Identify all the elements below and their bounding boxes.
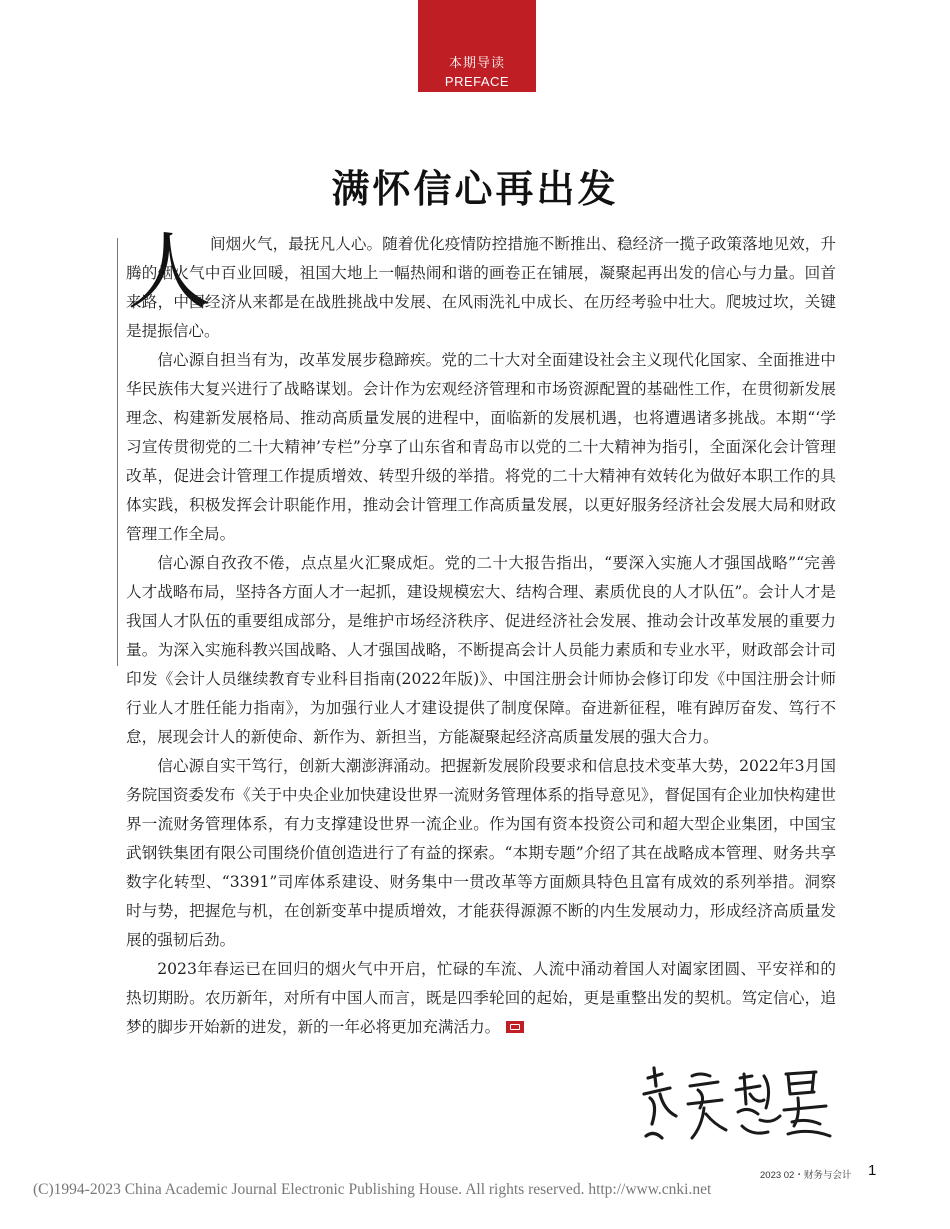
paragraph-2: 信心源自担当有为，改革发展步稳蹄疾。党的二十大对全面建设社会主义现代化国家、全面推进中华民族伟大复兴进行了战略谋划。会计作为宏观经济管理和市场资源配置的基础性工作，在贯彻新发展理念、构建新发展格局、推动高质量发展的进程中，面临新的发展机遇，也将遭遇诸多挑战。本期“‘学习宣传贯彻党的二十大精神’专栏”分享了山东省和青岛市以党的二十大精神为指引，全面深化会计管理改革，促进会计管理工作提质增效、转型升级的举措。将党的二十大精神有效转化为做好本职工作的具体实践，积极发挥会计职能作用，推动会计管理工作高质量发展，以更好服务经济社会发展大局和财政管理工作全局。 [126,351,836,543]
paragraph-4: 信心源自实干笃行，创新大潮澎湃涌动。把握新发展阶段要求和信息技术变革大势，2022年3月国务院国资委发布《关于中央企业加快建设世界一流财务管理体系的指导意见》，督促国有企业加快构建世界一流财务管理体系，有力支撑建设世界一流企业。作为国有资本投资公司和超大型企业集团，中国宝武钢铁集团有限公司围绕价值创造进行了有益的探索。“本期专题”介绍了其在战略成本管理、财务共享数字化转型、“3391”司库体系建设、财务集中一贯改革等方面颇具特色且富有成效的系列举措。洞察时与势，把握危与机，在创新变革中提质增效，才能获得源源不断的内生发展动力，形成经济高质量发展的强韧后劲。 [126,757,836,949]
section-tab [418,0,536,92]
paragraph-5-text: 2023年春运已在回归的烟火气中开启，忙碌的车流、人流中涌动着国人对阖家团圆、平安祥和的热切期盼。农历新年，对所有中国人而言，既是四季轮回的起始，更是重整出发的契机。笃定信心，追梦的脚步开始新的进发，新的一年必将更加充满活力。 [126,960,836,1036]
left-rule [117,238,118,666]
paragraph-1 [126,230,836,346]
paragraph-5 [126,955,836,1042]
copyright-notice: (C)1994-2023 China Academic Journal Electronic Publishing House. All rights reserved. http://www.cnki.net [33,1181,712,1198]
article-body [126,230,836,1042]
article-title: 满怀信心再出发 [331,167,619,211]
end-mark-icon [506,1021,524,1033]
paragraph-3: 信心源自孜孜不倦，点点星火汇聚成炬。党的二十大报告指出，“要深入实施人才强国战略”“完善人才战略布局，坚持各方面人才一起抓，建设规模宏大、结构合理、素质优良的人才队伍”。会计人才是我国人才队伍的重要组成部分，是维护市场经济秩序、促进经济社会发展、推动会计改革发展的重要力量。为深入实施科教兴国战略、人才强国战略，不断提高会计人员能力素质和专业水平，财政部会计司印发《会计人员继续教育专业科目指南(2022年版)》、中国注册会计师协会修订印发《中国注册会计师行业人才胜任能力指南》，为加强行业人才建设提供了制度保障。奋进新征程，唯有踔厉奋发、笃行不怠，展现会计人的新使命、新作为、新担当，方能凝聚起经济高质量发展的强大合力。 [126,554,836,746]
section-label-en: PREFACE [444,74,510,89]
journal-info: 2023 02・财务与会计 [760,1170,852,1181]
page-number: 1 [868,1162,877,1179]
editor-signature [640,1064,835,1146]
section-label-cn: 本期导读 [448,55,505,70]
drop-cap: 人 [127,223,212,321]
paragraph-1-text: 间烟火气，最抚凡人心。随着优化疫情防控措施不断推出、稳经济一揽子政策落地见效，升腾的烟火气中百业回暖，祖国大地上一幅热闹和谐的画卷正在铺展，凝聚起再出发的信心与力量。回首来路，中国经济从来都是在战胜挑战中发展、在风雨洗礼中成长、在历经考验中壮大。爬坡过坎，关键是提振信心。 [126,235,836,340]
